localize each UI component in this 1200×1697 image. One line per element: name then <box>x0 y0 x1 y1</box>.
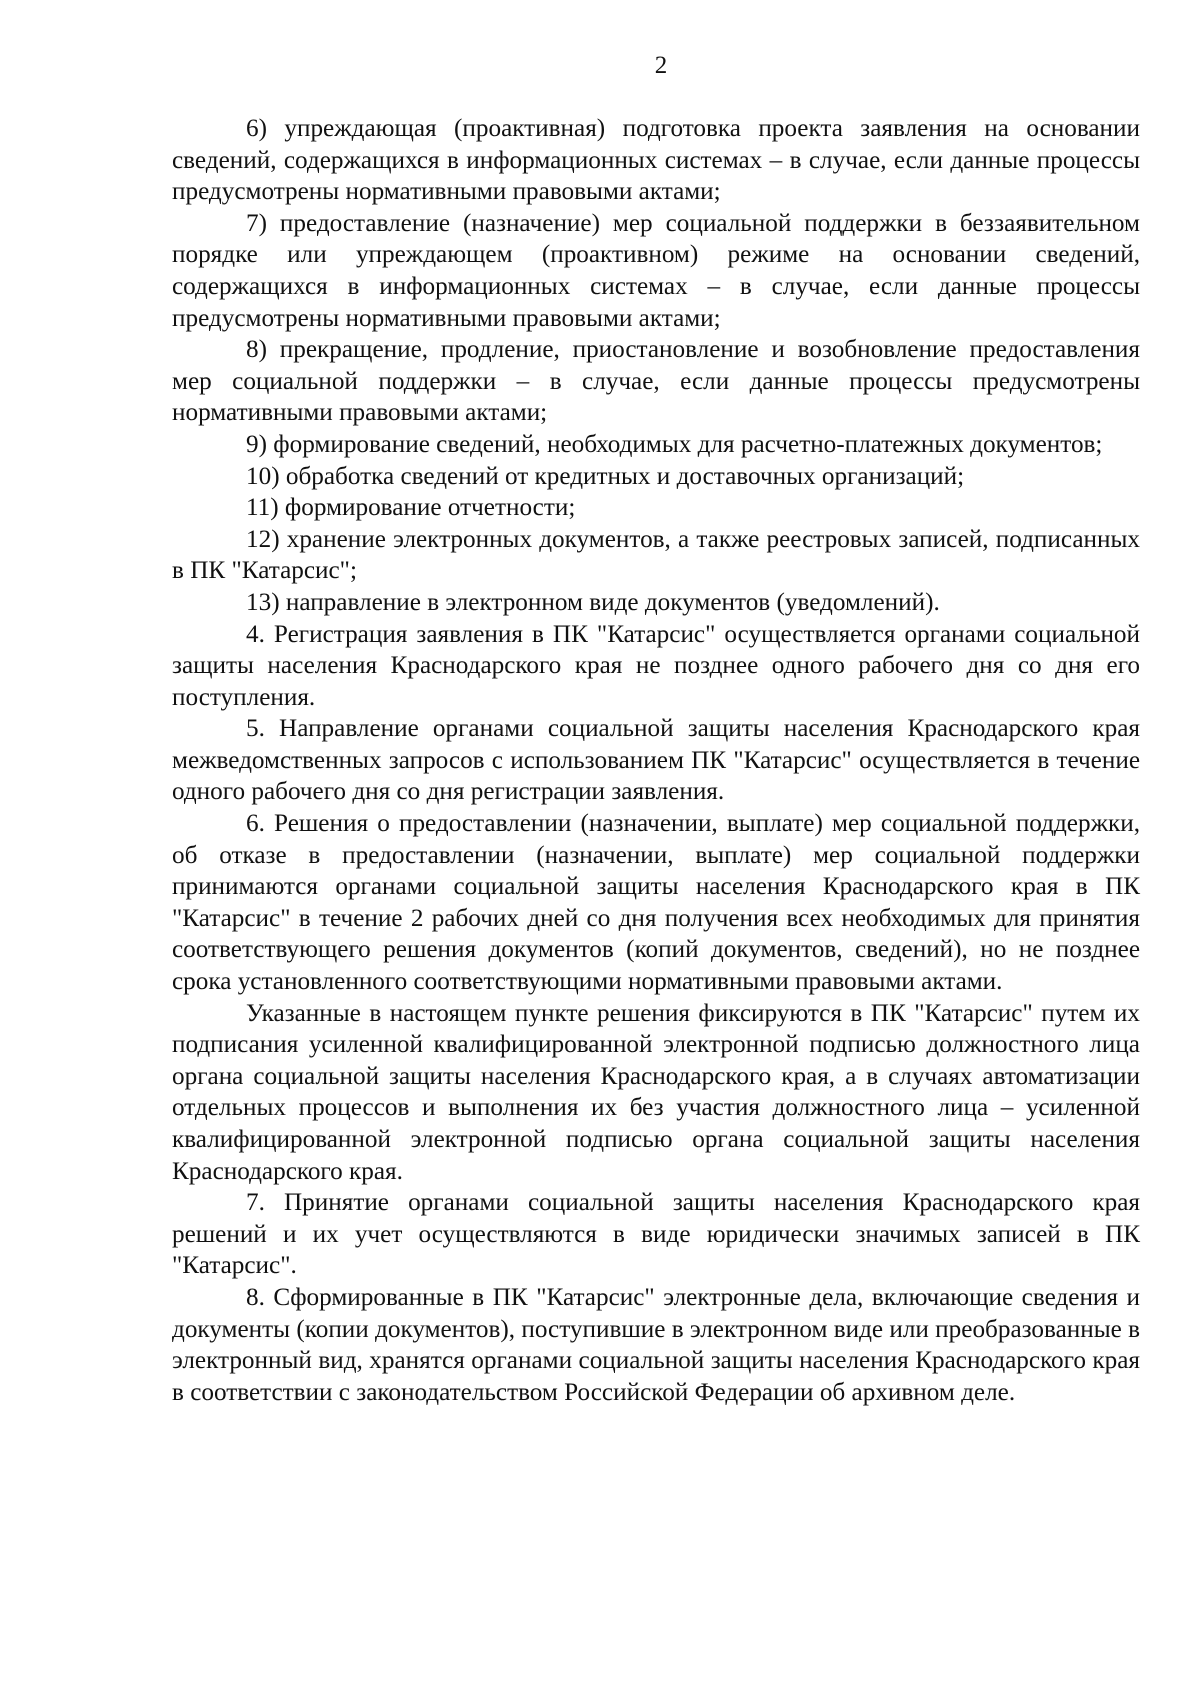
paragraph-item-13: 13) направление в электронном виде документов (уведомлений). <box>246 588 940 616</box>
paragraph-item-7: 7) предоставление (назначение) мер социальной поддержки в беззаявительном порядке или упреждающем (проактивном) режиме на основании сведений, содержащихся в информационных системах – в случае, если данные процессы предусмотрены нормативными правовыми актами; <box>172 209 1140 332</box>
paragraph-clause-6: 6. Решения о предоставлении (назначении, выплате) мер социальной поддержки, об отказе в предоставлении (назначении, выплате) мер социальной поддержки принимаются органами социальной защиты населения Краснодарского края в ПК "Катарсис" в течение 2 рабочих дней со дня получения всех необходимых для принятия соответствующего решения документов (копий документов, сведений), но не позднее срока установленного соответствующими нормативными правовыми актами. <box>172 810 1140 996</box>
page-number: 2 <box>654 52 668 79</box>
paragraph-item-11: 11) формирование отчетности; <box>246 494 576 522</box>
paragraph-item-12: 12) хранение электронных документов, а также реестровых записей, подписанных в ПК "Катарсис"; <box>172 525 1140 585</box>
paragraph-clause-7: 7. Принятие органами социальной защиты населения Краснодарского края решений и их учет осуществляются в виде юридически значимых записей в ПК "Катарсис". <box>172 1189 1140 1280</box>
paragraph-item-8: 8) прекращение, продление, приостановление и возобновление предоставления мер социальной поддержки – в случае, если данные процессы предусмотрены нормативными правовыми актами; <box>172 336 1140 427</box>
paragraph-item-9: 9) формирование сведений, необходимых для расчетно-платежных документов; <box>246 430 1103 458</box>
document-body <box>172 113 1140 1408</box>
paragraph-item-10: 10) обработка сведений от кредитных и доставочных организаций; <box>246 462 965 490</box>
paragraph-item-6: 6) упреждающая (проактивная) подготовка проекта заявления на основании сведений, содержащихся в информационных системах – в случае, если данные процессы предусмотрены нормативными правовыми актами; <box>172 115 1140 206</box>
paragraph-clause-5: 5. Направление органами социальной защиты населения Краснодарского края межведомственных запросов с использованием ПК "Катарсис" осуществляется в течение одного рабочего дня со дня регистрации заявления. <box>172 715 1140 806</box>
paragraph-clause-6-note: Указанные в настоящем пункте решения фиксируются в ПК "Катарсис" путем их подписания усиленной квалифицированной электронной подписью должностного лица органа социальной защиты населения Краснодарского края, а в случаях автоматизации отдельных процессов и выполнения их без участия должностного лица – усиленной квалифицированной электронной подписью органа социальной защиты населения Краснодарского края. <box>172 999 1140 1185</box>
paragraph-clause-4: 4. Регистрация заявления в ПК "Катарсис" осуществляется органами социальной защиты населения Краснодарского края не позднее одного рабочего дня со дня его поступления. <box>172 620 1140 711</box>
paragraph-clause-8: 8. Сформированные в ПК "Катарсис" электронные дела, включающие сведения и документы (копии документов), поступившие в электронном виде или преобразованные в электронный вид, хранятся органами социальной защиты населения Краснодарского края в соответствии с законодательством Российской Федерации об архивном деле. <box>172 1283 1141 1406</box>
